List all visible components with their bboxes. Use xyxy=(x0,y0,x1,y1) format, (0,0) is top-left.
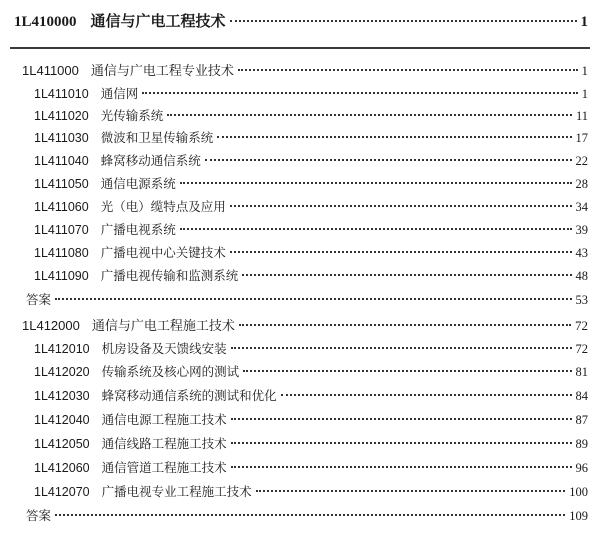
toc-section-entry[interactable] xyxy=(22,60,588,79)
item-page: 22 xyxy=(575,154,588,168)
leader-dots xyxy=(231,347,572,349)
answers-page: 109 xyxy=(569,509,588,523)
item-page: 72 xyxy=(575,342,588,356)
item-title: 广播电视传输和监测系统 xyxy=(100,268,239,283)
item-title: 光（电）缆特点及应用 xyxy=(100,199,226,214)
leader-dots xyxy=(231,418,572,420)
leader-dots xyxy=(142,92,578,94)
leader-dots xyxy=(180,182,572,184)
item-code: 1L411010 xyxy=(34,87,89,101)
item-page: 100 xyxy=(569,485,588,499)
toc-item-entry[interactable] xyxy=(34,243,588,261)
item-title: 微波和卫星传输系统 xyxy=(100,130,214,145)
item-code: 1L411030 xyxy=(34,131,89,145)
item-title: 广播电视专业工程施工技术 xyxy=(101,484,252,499)
answers-label: 答案 xyxy=(26,508,52,523)
leader-dots xyxy=(167,114,572,116)
leader-dots xyxy=(256,490,566,492)
leader-dots xyxy=(231,442,572,444)
toc-answers-entry[interactable] xyxy=(26,506,588,524)
item-page: 96 xyxy=(575,461,588,475)
item-page: 34 xyxy=(575,200,588,214)
part-code: 1L410000 xyxy=(14,14,77,30)
part-page: 1 xyxy=(580,14,588,30)
toc-item-entry[interactable] xyxy=(34,458,588,476)
leader-dots xyxy=(281,394,572,396)
leader-dots xyxy=(231,466,572,468)
toc-item-entry[interactable] xyxy=(34,197,588,215)
item-code: 1L411090 xyxy=(34,269,89,283)
leader-dots xyxy=(180,228,572,230)
toc-item-entry[interactable] xyxy=(34,410,588,428)
section-title: 通信与广电工程施工技术 xyxy=(91,319,235,334)
item-page: 43 xyxy=(575,246,588,260)
item-title: 传输系统及核心网的测试 xyxy=(101,364,240,379)
leader-dots xyxy=(230,251,572,253)
item-title: 广播电视系统 xyxy=(100,222,176,237)
item-page: 28 xyxy=(575,177,588,191)
divider-rule xyxy=(10,47,590,49)
item-title: 蜂窝移动通信系统 xyxy=(100,153,201,168)
leader-dots xyxy=(230,20,577,22)
item-code: 1L412010 xyxy=(34,342,90,356)
toc-item-entry[interactable] xyxy=(34,174,588,192)
item-title: 通信线路工程施工技术 xyxy=(101,436,227,451)
item-title: 通信电源系统 xyxy=(100,176,176,191)
item-page: 39 xyxy=(575,223,588,237)
item-title: 广播电视中心关键技术 xyxy=(100,245,226,260)
item-code: 1L411070 xyxy=(34,223,89,237)
item-code: 1L412020 xyxy=(34,365,90,379)
item-page: 87 xyxy=(575,413,588,427)
toc-item-entry[interactable] xyxy=(34,151,588,169)
toc-item-entry[interactable] xyxy=(34,386,588,404)
toc-section-entry[interactable] xyxy=(22,315,588,334)
toc-item-entry[interactable] xyxy=(34,106,588,124)
section-code: 1L412000 xyxy=(22,318,80,333)
item-title: 通信网 xyxy=(100,86,139,101)
leader-dots xyxy=(205,159,572,161)
item-code: 1L412070 xyxy=(34,485,90,499)
item-page: 48 xyxy=(575,269,588,283)
toc-item-entry[interactable] xyxy=(34,482,588,500)
answers-page: 53 xyxy=(575,293,588,307)
section-page: 1 xyxy=(581,63,588,78)
item-page: 1 xyxy=(581,87,588,101)
leader-dots xyxy=(242,274,571,276)
item-title: 机房设备及天馈线安装 xyxy=(101,341,227,356)
toc-item-entry[interactable] xyxy=(34,339,588,357)
answers-label: 答案 xyxy=(26,292,52,307)
item-code: 1L412050 xyxy=(34,437,90,451)
toc-item-entry[interactable] xyxy=(34,128,588,146)
item-code: 1L412040 xyxy=(34,413,90,427)
item-page: 81 xyxy=(575,365,588,379)
item-code: 1L411050 xyxy=(34,177,89,191)
item-code: 1L411060 xyxy=(34,200,89,214)
leader-dots xyxy=(239,324,571,326)
toc-answers-entry[interactable] xyxy=(26,290,588,308)
leader-dots xyxy=(55,514,565,516)
toc-part-entry[interactable] xyxy=(14,10,588,31)
item-page: 84 xyxy=(575,389,588,403)
toc-item-entry[interactable] xyxy=(34,434,588,452)
item-title: 光传输系统 xyxy=(100,108,164,123)
item-code: 1L412030 xyxy=(34,389,90,403)
item-title: 蜂窝移动通信系统的测试和优化 xyxy=(101,388,277,403)
item-code: 1L412060 xyxy=(34,461,90,475)
toc-item-entry[interactable] xyxy=(34,266,588,284)
leader-dots xyxy=(55,298,571,300)
leader-dots xyxy=(217,136,571,138)
section-code: 1L411000 xyxy=(22,63,79,78)
item-code: 1L411080 xyxy=(34,246,89,260)
item-page: 11 xyxy=(575,109,588,123)
item-title: 通信管道工程施工技术 xyxy=(101,460,227,475)
leader-dots xyxy=(238,69,578,71)
section-title: 通信与广电工程专业技术 xyxy=(90,64,234,79)
item-title: 通信电源工程施工技术 xyxy=(101,412,227,427)
toc-item-entry[interactable] xyxy=(34,220,588,238)
item-code: 1L411020 xyxy=(34,109,89,123)
toc-item-entry[interactable] xyxy=(34,84,588,102)
toc-item-entry[interactable] xyxy=(34,362,588,380)
leader-dots xyxy=(243,370,571,372)
part-title: 通信与广电工程技术 xyxy=(90,12,226,30)
leader-dots xyxy=(230,205,572,207)
section-page: 72 xyxy=(575,318,588,333)
item-page: 17 xyxy=(575,131,588,145)
item-page: 89 xyxy=(575,437,588,451)
item-code: 1L411040 xyxy=(34,154,89,168)
